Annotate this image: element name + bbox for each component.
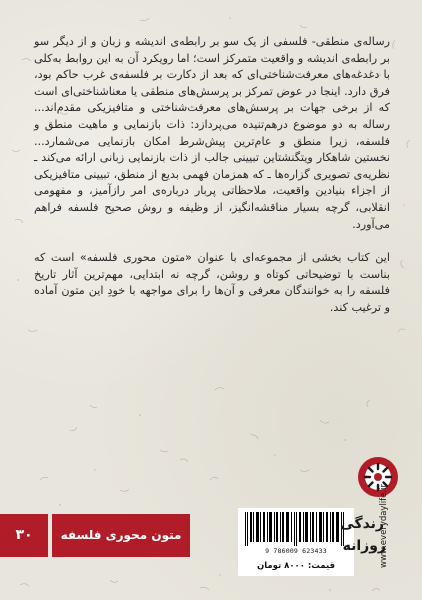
back-cover-blurb (34, 34, 390, 317)
publisher-website-text: www.everydaylife.ir (379, 484, 389, 568)
publisher-name-top: زندگی (340, 516, 384, 532)
series-title: متون محوری فلسفه (60, 528, 182, 542)
publisher-name-bottom: روزانه (342, 538, 386, 554)
barcode-icon (243, 512, 349, 546)
barcode-digits: 9 786009 623433 (265, 547, 327, 555)
price-label: قیمت: ۸۰۰۰ تومان (256, 561, 336, 571)
series-number: ۳۰ (15, 527, 33, 543)
blurb-paragraph-1: رساله‌ی منطقی- فلسفی از یک سو بر رابطه‌ی اندیشه و زبان و از دیگر سو بر رابطه‌ی اندیشه و واقعیت متمرکز است؛ اما رویکرد آن به این روابط به‌کلی با دغدغه‌های معرفت‌شناختی‌ای که بعد از دکارت بر فلسفه‌ی غرب حاکم بود، فرق دارد. اینجا در عوض تمرکز بر پرسش‌های منطقی یا معناشناختی‌ای است که از برخی جهات بر پرسش‌های معرفت‌شناختی و متافیزیکی مقدم‌اند... رساله به دو موضوع درهم‌تنیده می‌پردازد: ذات بازنمایی و ماهیت منطق و فلسفه، زیرا منطق و عام‌ترین پیش‌شرط امکان بازنمایی می‌شمارد... نخستین شاهکار ویتگنشتاین تبیینی جالب از ذات بازنمایی زبانی ارائه می‌کند ـ نظریه‌ی تصویری گزاره‌ها ـ که همزمان فهمی بدیع از منطق، تبیینی متافیزیکی از اجزاء بنیادین واقعیت، ملاحظاتی پربار درباره‌ی امر رازآمیز، و مفهومی انقلابی، گرچه بسیار مناقشه‌انگیز، از وظیفه و روش صحیح فلسفه فراهم می‌آورد. (34, 35, 390, 231)
blurb-paragraph-2: این کتاب بخشی از مجموعه‌ای با عنوان «متون محوری فلسفه» است که بناست با توضیحاتی کوتاه و روشن، گرچه نه ابتدایی، مهم‌ترین آثار تاریخ فلسفه را به خوانندگان معرفی و آن‌ها را برای مواجهه با خودِ این متون آماده و ترغیب کند. (34, 251, 390, 314)
